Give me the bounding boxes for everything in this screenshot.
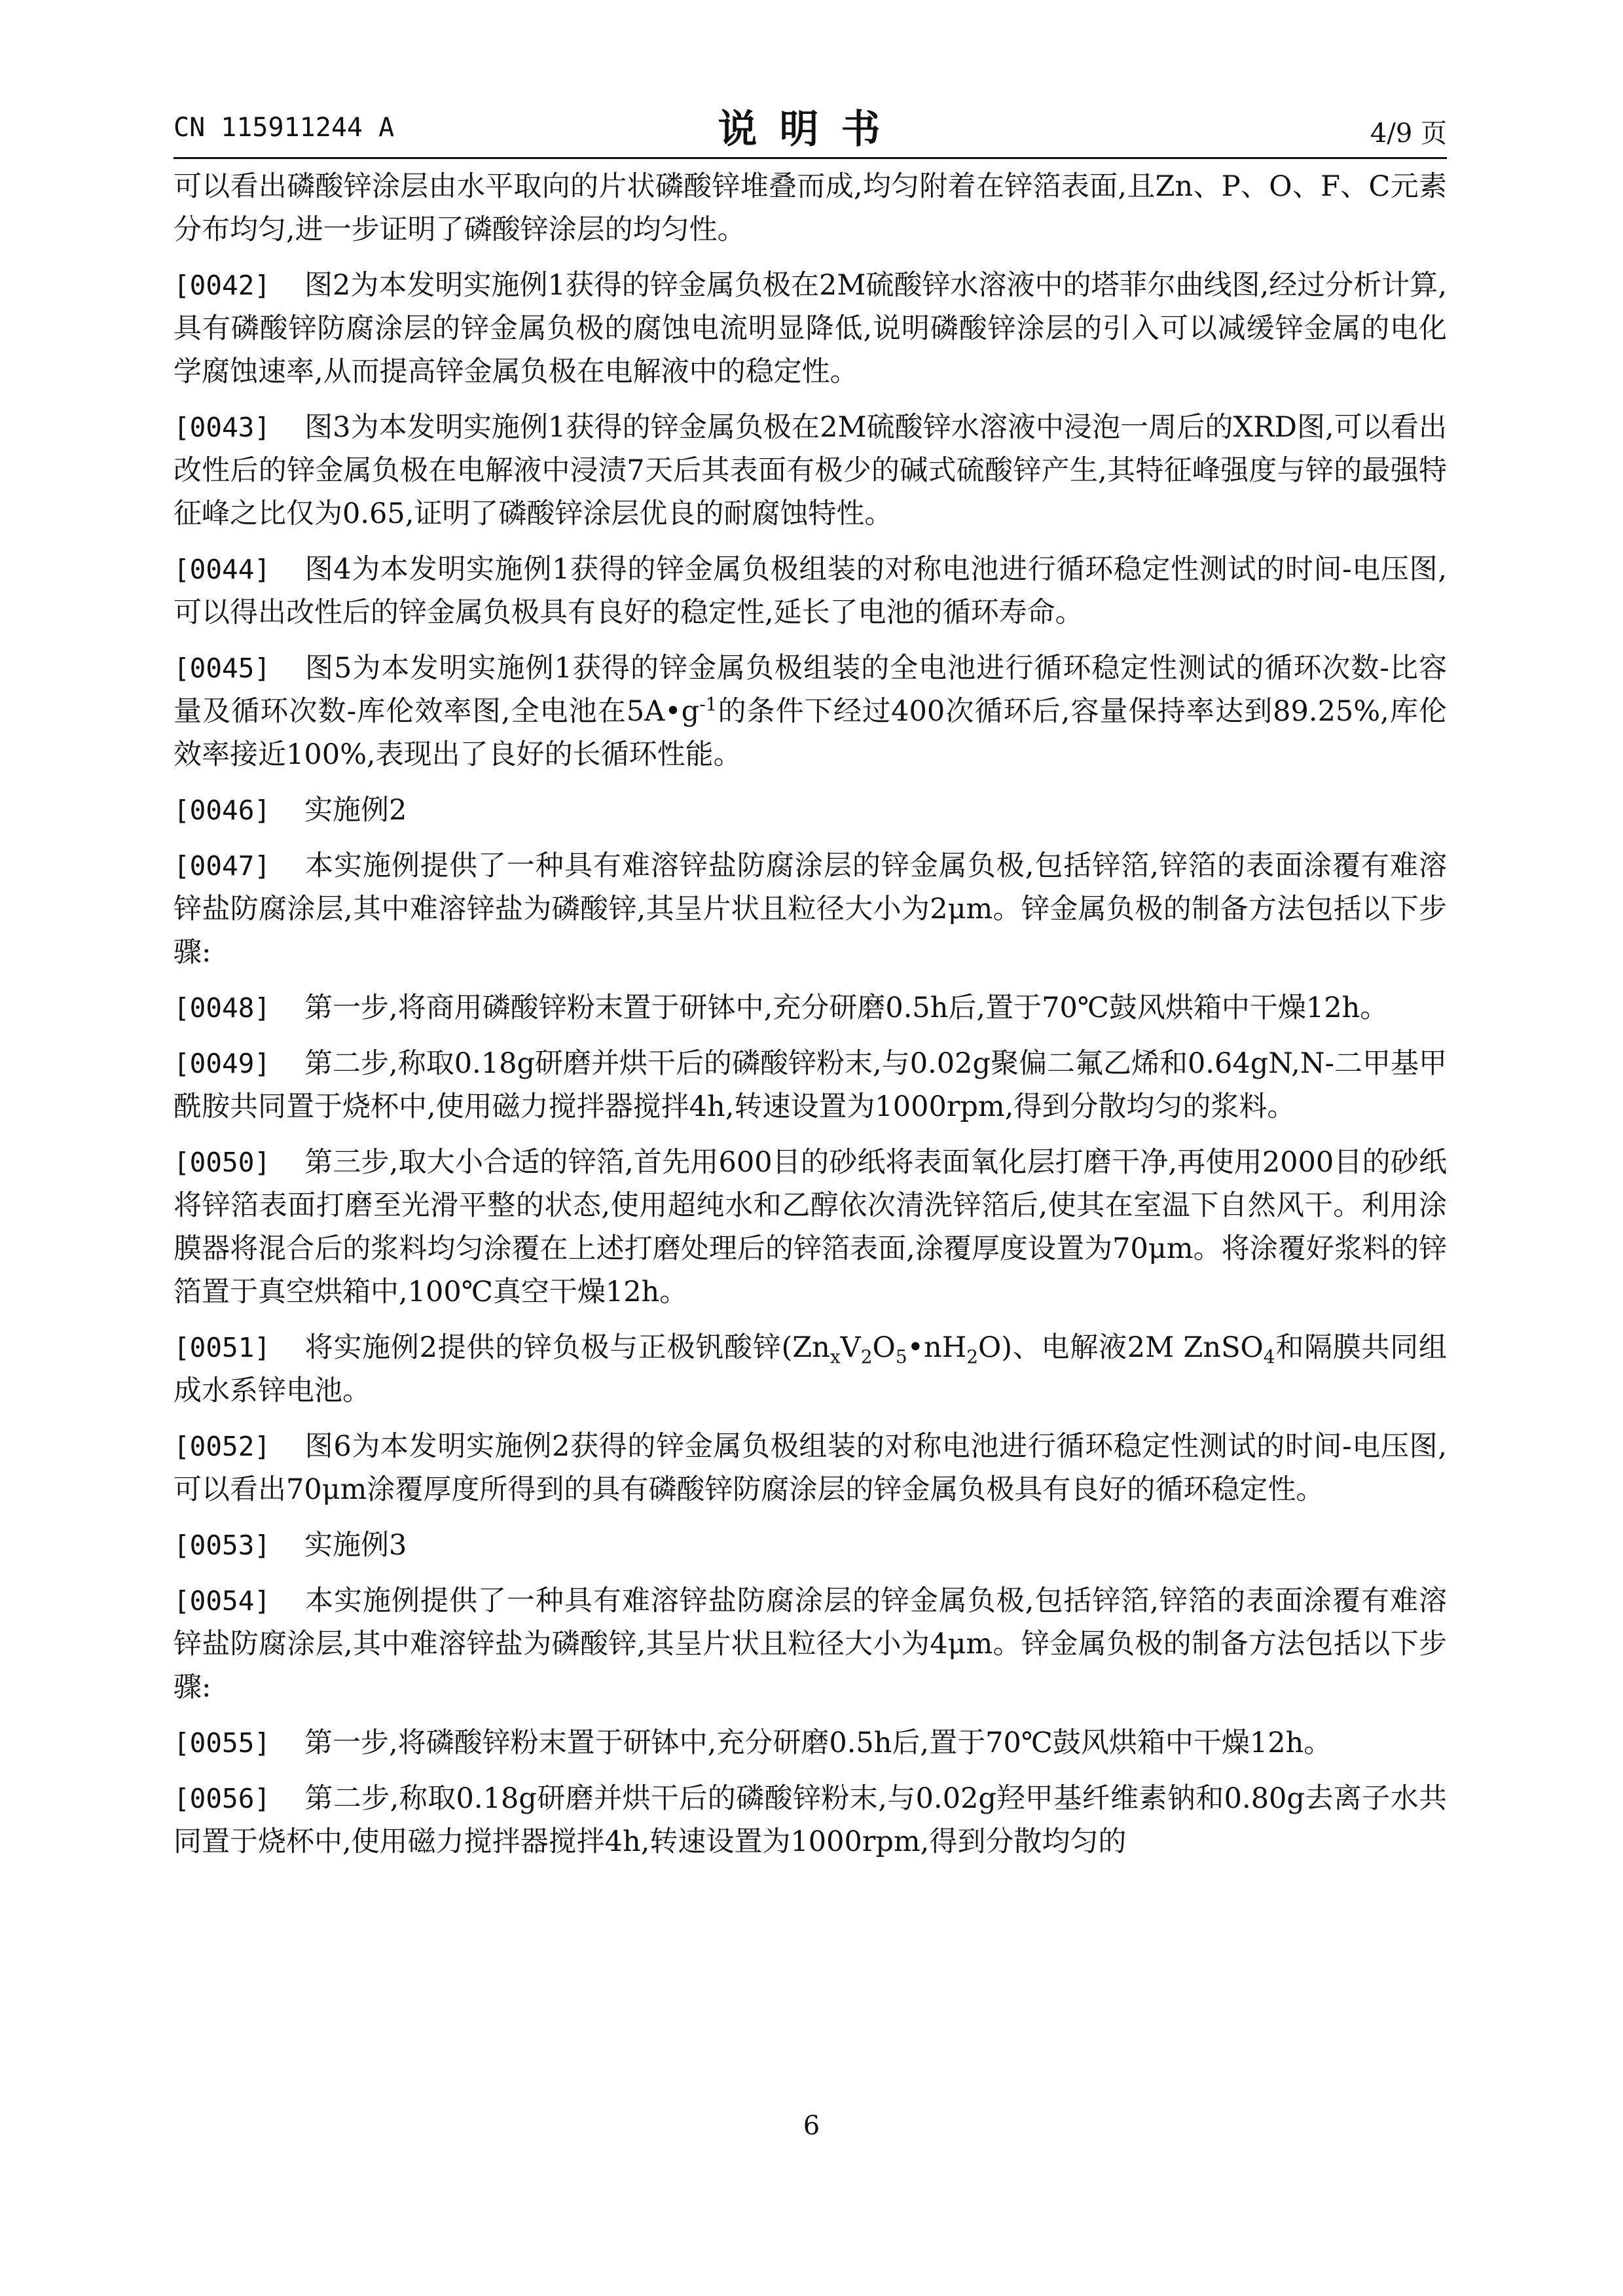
paragraph-0044: [173, 548, 1447, 634]
paragraph-0048: [173, 986, 1447, 1030]
paragraph-text: 可以看出磷酸锌涂层由水平取向的片状磷酸锌堆叠而成,均匀附着在锌箔表面,且Zn、P、O、F、C元素分布均匀,进一步证明了磷酸锌涂层的均匀性。: [173, 170, 1447, 246]
paragraph-0056: [173, 1777, 1447, 1863]
paragraph-number: [0051]: [173, 1332, 271, 1363]
paragraph-number: [0043]: [173, 412, 271, 443]
header-divider: [173, 157, 1447, 159]
paragraph-text: O)、电解液2M ZnSO: [978, 1331, 1264, 1364]
paragraph-number: [0048]: [173, 992, 271, 1024]
paragraph-number: [0042]: [173, 270, 271, 301]
paragraph-text: 第一步,将商用磷酸锌粉末置于研钵中,充分研磨0.5h后,置于70℃鼓风烘箱中干燥12h。: [304, 992, 1389, 1024]
page-indicator: 4/9 页: [1370, 118, 1447, 149]
paragraph-text: •nH: [907, 1331, 967, 1364]
paragraph-number: [0045]: [173, 653, 271, 684]
paragraph-text: 将实施例2提供的锌负极与正极钒酸锌(Zn: [304, 1331, 830, 1364]
paragraph-text: 第二步,称取0.18g研磨并烘干后的磷酸锌粉末,与0.02g聚偏二氟乙烯和0.64gN,N-二甲基甲酰胺共同置于烧杯中,使用磁力搅拌器搅拌4h,转速设置为1000rpm,得到分散均匀的浆料。: [173, 1047, 1447, 1123]
paragraph-0050: [173, 1141, 1447, 1314]
paragraph-text: O: [872, 1331, 896, 1364]
section-heading: 实施例3: [304, 1529, 407, 1562]
document-number: CN 115911244 A: [173, 113, 395, 143]
paragraph-text: 的条件下经过400次循环后,容量保持率达到89.25%,库伦效率接近100%,表现出了良好的长循环性能。: [173, 695, 1448, 771]
paragraph-0047: [173, 844, 1447, 974]
paragraph-number: [0052]: [173, 1431, 271, 1462]
paragraph-number: [0049]: [173, 1048, 271, 1079]
superscript: -1: [699, 693, 718, 715]
paragraph-0042: [173, 264, 1447, 393]
paragraph-number: [0055]: [173, 1727, 271, 1759]
page-number: 6: [803, 2111, 820, 2141]
paragraph-number: [0056]: [173, 1783, 271, 1814]
subscript: x: [830, 1346, 841, 1368]
paragraph-text: 图3为本发明实施例1获得的锌金属负极在2M硫酸锌水溶液中浸泡一周后的XRD图,可以看出改性后的锌金属负极在电解液中浸渍7天后其表面有极少的碱式硫酸锌产生,其特征峰强度与锌的最强特征峰之比仅为0.65,证明了磷酸锌涂层优良的耐腐蚀特性。: [173, 411, 1447, 530]
paragraph-text: 本实施例提供了一种具有难溶锌盐防腐涂层的锌金属负极,包括锌箔,锌箔的表面涂覆有难溶锌盐防腐涂层,其中难溶锌盐为磷酸锌,其呈片状且粒径大小为4μm。锌金属负极的制备方法包括以下步骤:: [173, 1585, 1447, 1704]
subscript: 5: [895, 1346, 907, 1368]
paragraph-text: 第三步,取大小合适的锌箔,首先用600目的砂纸将表面氧化层打磨干净,再使用2000目的砂纸将锌箔表面打磨至光滑平整的状态,使用超纯水和乙醇依次清洗锌箔后,使其在室温下自然风干。利用涂膜器将混合后的浆料均匀涂覆在上述打磨处理后的锌箔表面,涂覆厚度设置为70μm。将涂覆好浆料的锌箔置于真空烘箱中,100℃真空干燥12h。: [173, 1146, 1447, 1308]
section-heading: 实施例2: [304, 794, 407, 827]
subscript: 2: [860, 1346, 873, 1368]
paragraph-number: [0047]: [173, 850, 271, 882]
paragraph-continuation: [173, 165, 1447, 251]
paragraph-0054: [173, 1579, 1447, 1709]
paragraph-number: [0044]: [173, 554, 271, 585]
paragraph-text: 本实施例提供了一种具有难溶锌盐防腐涂层的锌金属负极,包括锌箔,锌箔的表面涂覆有难溶锌盐防腐涂层,其中难溶锌盐为磷酸锌,其呈片状且粒径大小为2μm。锌金属负极的制备方法包括以下步骤:: [173, 850, 1447, 969]
paragraph-text: 图2为本发明实施例1获得的锌金属负极在2M硫酸锌水溶液中的塔菲尔曲线图,经过分析计算,具有磷酸锌防腐涂层的锌金属负极的腐蚀电流明显降低,说明磷酸锌涂层的引入可以减缓锌金属的电化学腐蚀速率,从而提高锌金属负极在电解液中的稳定性。: [173, 269, 1447, 388]
paragraph-text: 图6为本发明实施例2获得的锌金属负极组装的对称电池进行循环稳定性测试的时间-电压图,可以看出70μm涂覆厚度所得到的具有磷酸锌防腐涂层的锌金属负极具有良好的循环稳定性。: [173, 1430, 1447, 1506]
paragraph-number: [0054]: [173, 1585, 271, 1617]
paragraph-number: [0053]: [173, 1530, 271, 1561]
paragraph-0043: [173, 406, 1447, 535]
paragraph-0046: [173, 789, 1447, 832]
paragraph-0052: [173, 1425, 1447, 1511]
paragraph-text: 第一步,将磷酸锌粉末置于研钵中,充分研磨0.5h后,置于70℃鼓风烘箱中干燥12h。: [304, 1727, 1332, 1759]
paragraph-text: 图4为本发明实施例1获得的锌金属负极组装的对称电池进行循环稳定性测试的时间-电压图,可以得出改性后的锌金属负极具有良好的稳定性,延长了电池的循环寿命。: [173, 553, 1447, 629]
subscript: 2: [966, 1346, 979, 1368]
paragraph-0045: [173, 647, 1447, 776]
paragraph-0055: [173, 1721, 1447, 1765]
page-header: [173, 98, 1447, 157]
paragraph-0051: [173, 1326, 1447, 1412]
paragraph-0049: [173, 1042, 1447, 1128]
paragraph-number: [0050]: [173, 1147, 271, 1178]
paragraph-0053: [173, 1524, 1447, 1567]
paragraph-text: 第二步,称取0.18g研磨并烘干后的磷酸锌粉末,与0.02g羟甲基纤维素钠和0.80g去离子水共同置于烧杯中,使用磁力搅拌器搅拌4h,转速设置为1000rpm,得到分散均匀的: [173, 1782, 1448, 1858]
paragraph-number: [0046]: [173, 795, 271, 826]
paragraph-text: 图5为本发明实施例1获得的锌金属负极组装的全电池进行循环稳定性测试的循环次数-比容量及循环次数-库伦效率图,全电池在5A•g: [173, 652, 1447, 728]
subscript: 4: [1263, 1346, 1275, 1368]
paragraph-text: 和隔膜共同组成水系锌电池。: [173, 1331, 1447, 1407]
paragraph-text: V: [840, 1331, 861, 1364]
document-body: [173, 165, 1447, 1876]
document-title: 说明书: [718, 107, 903, 152]
